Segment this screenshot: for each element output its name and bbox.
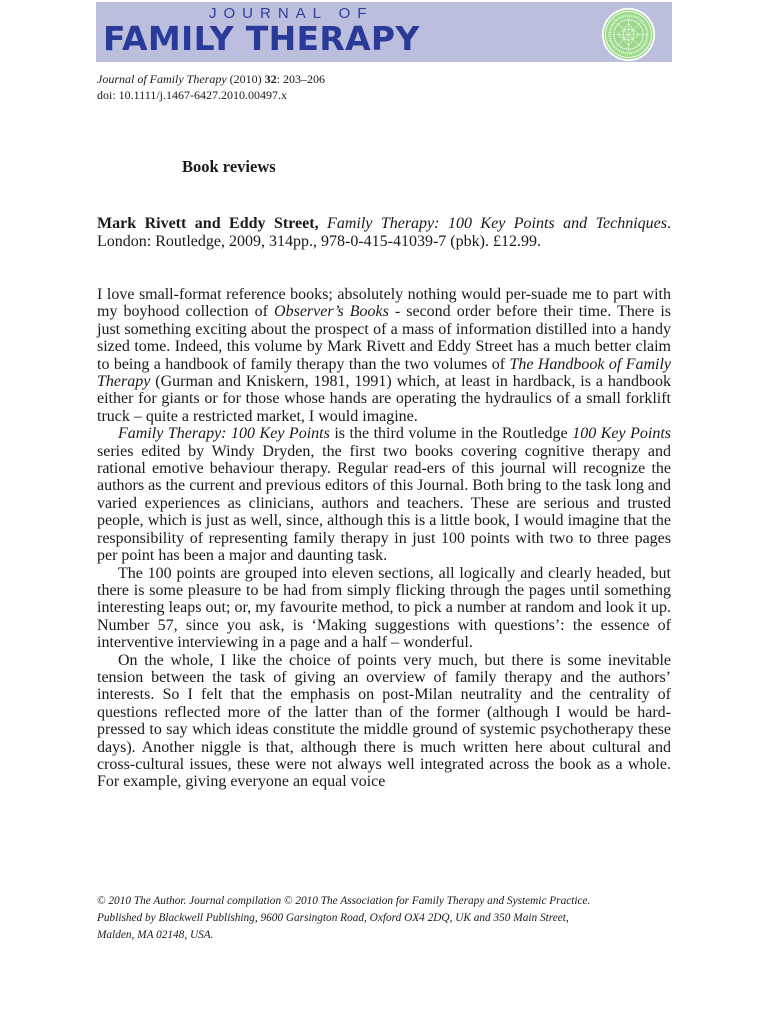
citation-doi: doi: 10.1111/j.1467-6427.2010.00497.x: [97, 88, 287, 102]
association-seal-icon: [601, 7, 656, 62]
reference-authors: Mark Rivett and Eddy Street,: [97, 215, 319, 232]
footer-line-1: © 2010 The Author. Journal compilation © 2010 The Association for Family Therapy and Systemic Practice.: [97, 895, 591, 907]
review-body: [97, 286, 671, 791]
footer-line-3: Malden, MA 02148, USA.: [97, 929, 214, 941]
citation-journal: Journal of Family Therapy: [97, 72, 227, 86]
citation-year: (2010): [226, 72, 265, 86]
paragraph-3: The 100 points are grouped into eleven sections, all logically and clearly headed, but there is some pleasure to be had from simply flicking through the pages until something interesting leaps out; or, my favourite method, to pick a number at random and look it up. Number 57, since you ask, is ‘Making suggestions with questions’: the essence of interventive interviewing in a page and a half – wonderful.: [97, 564, 671, 652]
article-citation: [97, 71, 325, 103]
book-title: Family Therapy: 100 Key Points: [118, 425, 330, 443]
journal-name-small: JOURNAL OF: [209, 5, 374, 22]
citation-pages: : 203–206: [276, 72, 325, 86]
book-title: The Handbook of Family Therapy: [97, 355, 672, 391]
text-run: (Gurman and Kniskern, 1981, 1991) which, at least in hardback, is a handbook either for giants or for those whose hands are operating the hydraulics of a small forklift truck – quite a restricted market, I would imagine.: [97, 373, 671, 425]
citation-line: [97, 71, 325, 87]
footer-line-2: Published by Blackwell Publishing, 9600 Garsington Road, Oxford OX4 2DQ, UK and 350 Main Street,: [97, 912, 569, 924]
journal-name-large: FAMILY THERAPY: [103, 19, 420, 58]
paragraph-4: On the whole, I like the choice of points very much, but there is some inevitable tension between the task of giving an overview of family therapy and the authors’ interests. So I felt that the emphasis on post-Milan neutrality and the centrality of questions reflected more of the latter than of the former (although I would be hard-pressed to say which ideas constitute the middle ground of systemic psychotherapy these days). Another niggle is that, although there is much written here about cultural and cross-cultural issues, these were not always well integrated across the book as a whole. For example, giving everyone an equal voice: [97, 651, 671, 791]
book-title: Observer’s Books: [274, 303, 389, 321]
book-reference: [97, 215, 671, 251]
text-run: I love small-format reference books; absolutely nothing would per-suade me to part with my boyhood collection of: [97, 286, 671, 321]
text-run: series edited by Windy Dryden, the first two books covering cognitive therapy and rational emotive behaviour therapy. Regular read-ers of this journal will recognize the authors as the current and previous editors of this Journal. Both bring to the task long and varied experiences as clinicians, authors and teachers. These are serious and trusted people, which is just as well, since, although this is a little book, I would imagine that the responsibility of representing family therapy in just 100 points with two to three pages per point has been a major and daunting task.: [97, 442, 671, 565]
text-run: is the third volume in the Routledge: [329, 425, 573, 443]
journal-banner: [96, 2, 672, 62]
copyright-footer: [97, 893, 671, 944]
citation-volume: 32: [264, 72, 277, 86]
section-heading: Book reviews: [182, 157, 276, 176]
paragraph-1: [97, 286, 671, 425]
reference-title: Family Therapy: 100 Key Points and Techniques: [327, 215, 667, 232]
series-title: 100 Key Points: [572, 425, 671, 443]
text-run: - second order before their time. There is just something exciting about the prospect of a mass of information distilled into a handy sized tome. Indeed, this volume by Mark Rivett and Eddy Street has a much better claim to being a handbook of family therapy than the two volumes of: [97, 303, 672, 373]
reference-details: . London: Routledge, 2009, 314pp., 978-0-415-41039-7 (pbk). £12.99.: [97, 215, 671, 250]
paragraph-2: [97, 425, 671, 564]
